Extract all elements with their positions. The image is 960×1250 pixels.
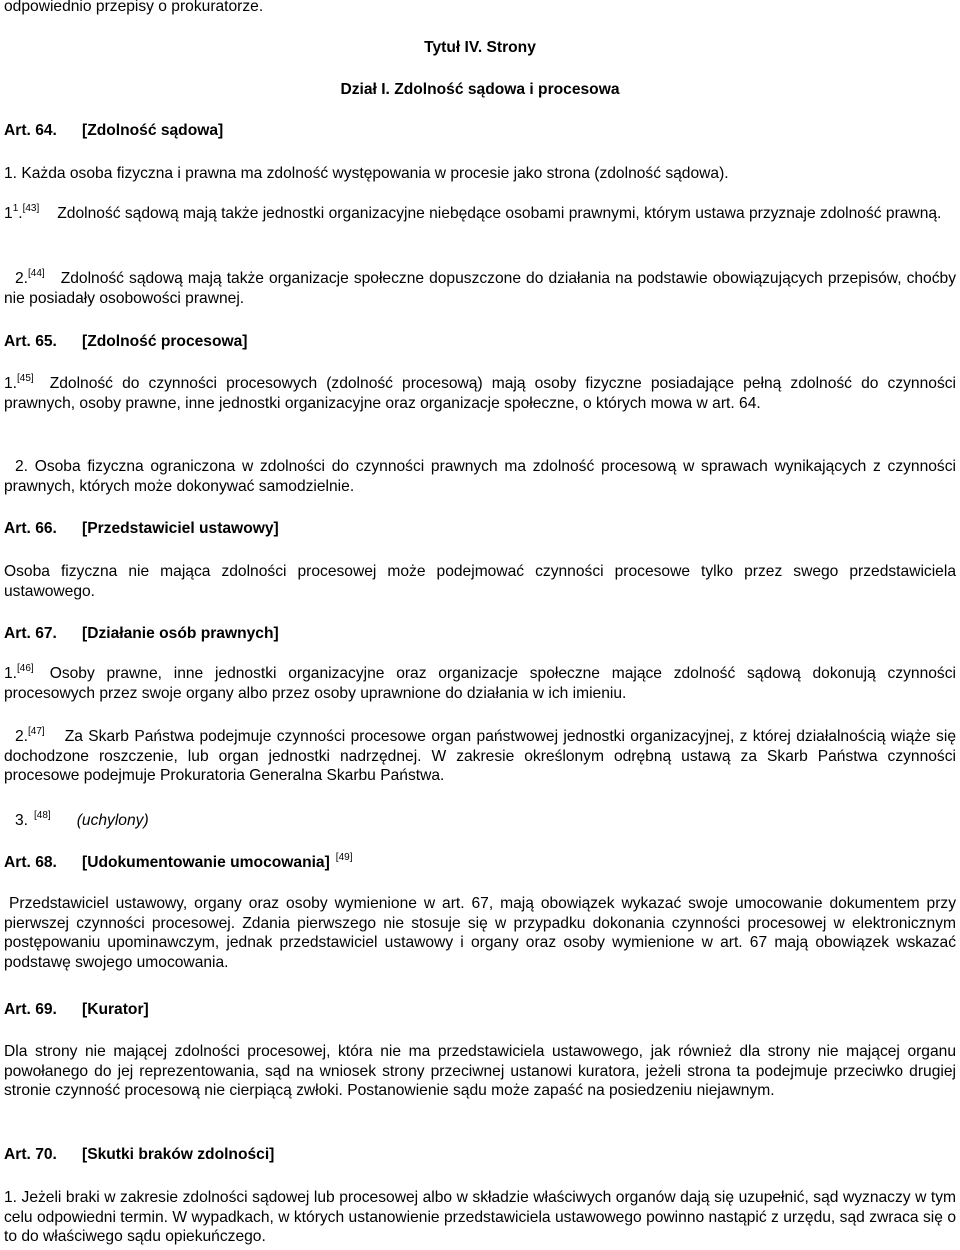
art66-text: Osoba fizyczna nie mająca zdolności procesowej może podejmować czynności procesowe tylko przez swego przedstawiciela ustawowego. [4, 563, 956, 600]
art64-paragraph-1-1 [4, 204, 956, 224]
art64-paragraph-2 [4, 269, 956, 308]
article-title: [Kurator] [82, 1001, 149, 1018]
paragraph-text: Przedstawiciel ustawowy, organy oraz osoby wymienione w art. 67, mają obowiązek wykazać swoje umocowanie dokumentem przy pierwszej czynności procesowej. Zdania pierwszego nie stosuje się w przypadku dokonania czynności procesowej w elektronicznym postępowaniu upominawczym, jednak przedstawiciel ustawowy i organy oraz osoby wymienione w art. 67 mają obowiązek wskazać podstawę swojego umocowania. [4, 895, 956, 971]
article-title: [Zdolność sądowa] [82, 122, 224, 139]
footnote-ref: [48] [34, 810, 51, 821]
paragraph-number: 2. [15, 728, 29, 745]
paragraph-number: 1 [4, 205, 13, 222]
paragraph-text: Za Skarb Państwa podejmuje czynności procesowe organ państwowej jednostki organizacyjnej, z której działalnością wiąże się dochodzone roszczenie, lub organ jednostki nadrzędnej. W zakresie określonym odrębną ustawą za Skarb Państwa czynności procesowe podejmuje Prokuratoria Generalna Skarbu Państwa. [4, 728, 956, 784]
article-title: [Skutki braków zdolności] [82, 1146, 275, 1163]
section-title: Dział I. Zdolność sądowa i procesowa [340, 81, 620, 98]
article-title: [Udokumentowanie umocowania] [82, 854, 330, 871]
paragraph-superscript: 1 [12, 203, 19, 214]
art70-heading [4, 1145, 274, 1164]
article-number: Art. 67. [4, 625, 57, 642]
art67-paragraph-1 [4, 664, 956, 703]
art68-heading [4, 853, 352, 872]
paragraph-number: 3. [15, 812, 29, 829]
paragraph-dot: . [18, 205, 23, 222]
article-number: Art. 68. [4, 854, 57, 871]
art66-heading [4, 519, 279, 538]
article-number: Art. 70. [4, 1146, 57, 1163]
art65-paragraph-2 [4, 457, 956, 496]
footnote-ref: [45] [17, 373, 34, 384]
art67-paragraph-3 [4, 811, 149, 830]
art64-heading [4, 121, 223, 140]
intro-text: odpowiednio przepisy o prokuratorze. [4, 0, 264, 15]
paragraph-text: Zdolność sądową mają także jednostki organizacyjne niebędące osobami prawnymi, którym ustawa przyznaje zdolność prawną. [57, 205, 942, 222]
article-number: Art. 64. [4, 122, 57, 139]
art70-paragraph-1: 1. Jeżeli braki w zakresie zdolności sądowej lub procesowej albo w składzie właściwych organów dają się uzupełnić, sąd wyznaczy w tym celu odpowiedni termin. W wypadkach, w których ustanowienie przedstawiciela ustawowego powinno nastąpić z urzędu, sąd zwraca się o to do właściwego sądu opiekuńczego. [4, 1189, 956, 1245]
footnote-ref: [43] [22, 203, 40, 214]
article-number: Art. 69. [4, 1001, 57, 1018]
article-number: Art. 66. [4, 520, 57, 537]
part-title: Tytuł IV. Strony [424, 39, 536, 56]
footnote-ref: [44] [28, 268, 45, 279]
article-title: [Zdolność procesowa] [82, 333, 248, 350]
article-title: [Przedstawiciel ustawowy] [82, 520, 279, 537]
paragraph-text: Zdolność do czynności procesowych (zdolność procesową) mają osoby fizyczne posiadające pełną zdolność do czynności prawnych, osoby prawne, inne jednostki organizacyjne oraz organizacje społeczne, o których mowa w art. 64. [4, 375, 956, 412]
paragraph-text: Osoby prawne, inne jednostki organizacyjne oraz organizacje społeczne mające zdolność sądową dokonują czynności procesowych przez swoje organy albo przez osoby uprawnione do działania w ich imieniu. [4, 665, 956, 702]
art64-paragraph-1: 1. Każda osoba fizyczna i prawna ma zdolność występowania w procesie jako strona (zdolność sądowa). [4, 165, 729, 182]
footnote-ref: [46] [17, 663, 34, 674]
paragraph-text: Zdolność sądową mają także organizacje społeczne dopuszczone do działania na podstawie obowiązujących przepisów, choćby nie posiadały osobowości prawnej. [4, 270, 956, 307]
paragraph-number: 2. [15, 270, 29, 287]
art68-text [4, 894, 956, 972]
paragraph-number: 1. [4, 375, 18, 392]
art65-paragraph-1 [4, 374, 956, 413]
paragraph-text: 2. Osoba fizyczna ograniczona w zdolności do czynności prawnych ma zdolność procesową w sprawach wynikających z czynności prawnych, których może dokonywać samodzielnie. [4, 458, 956, 495]
art69-text: Dla strony nie mającej zdolności procesowej, która nie ma przedstawiciela ustawowego, jak również dla strony nie mającej organu powołanego do jej reprezentowania, sąd na wniosek strony przeciwnej ustanowi kuratora, jeżeli strona ta podejmuje przeciwko drugiej stronie czynność procesową nie cierpiącą zwłoki. Postanowienie sądu może zapaść na posiedzeniu niejawnym. [4, 1043, 956, 1099]
art65-heading [4, 332, 248, 351]
footnote-ref: [49] [335, 852, 353, 863]
article-title: [Działanie osób prawnych] [82, 625, 279, 642]
footnote-ref: [47] [28, 726, 45, 737]
paragraph-text: (uchylony) [76, 812, 149, 829]
article-number: Art. 65. [4, 333, 57, 350]
art67-heading [4, 624, 279, 643]
art69-heading [4, 1000, 149, 1019]
art67-paragraph-2 [4, 727, 956, 786]
paragraph-number: 1. [4, 665, 18, 682]
